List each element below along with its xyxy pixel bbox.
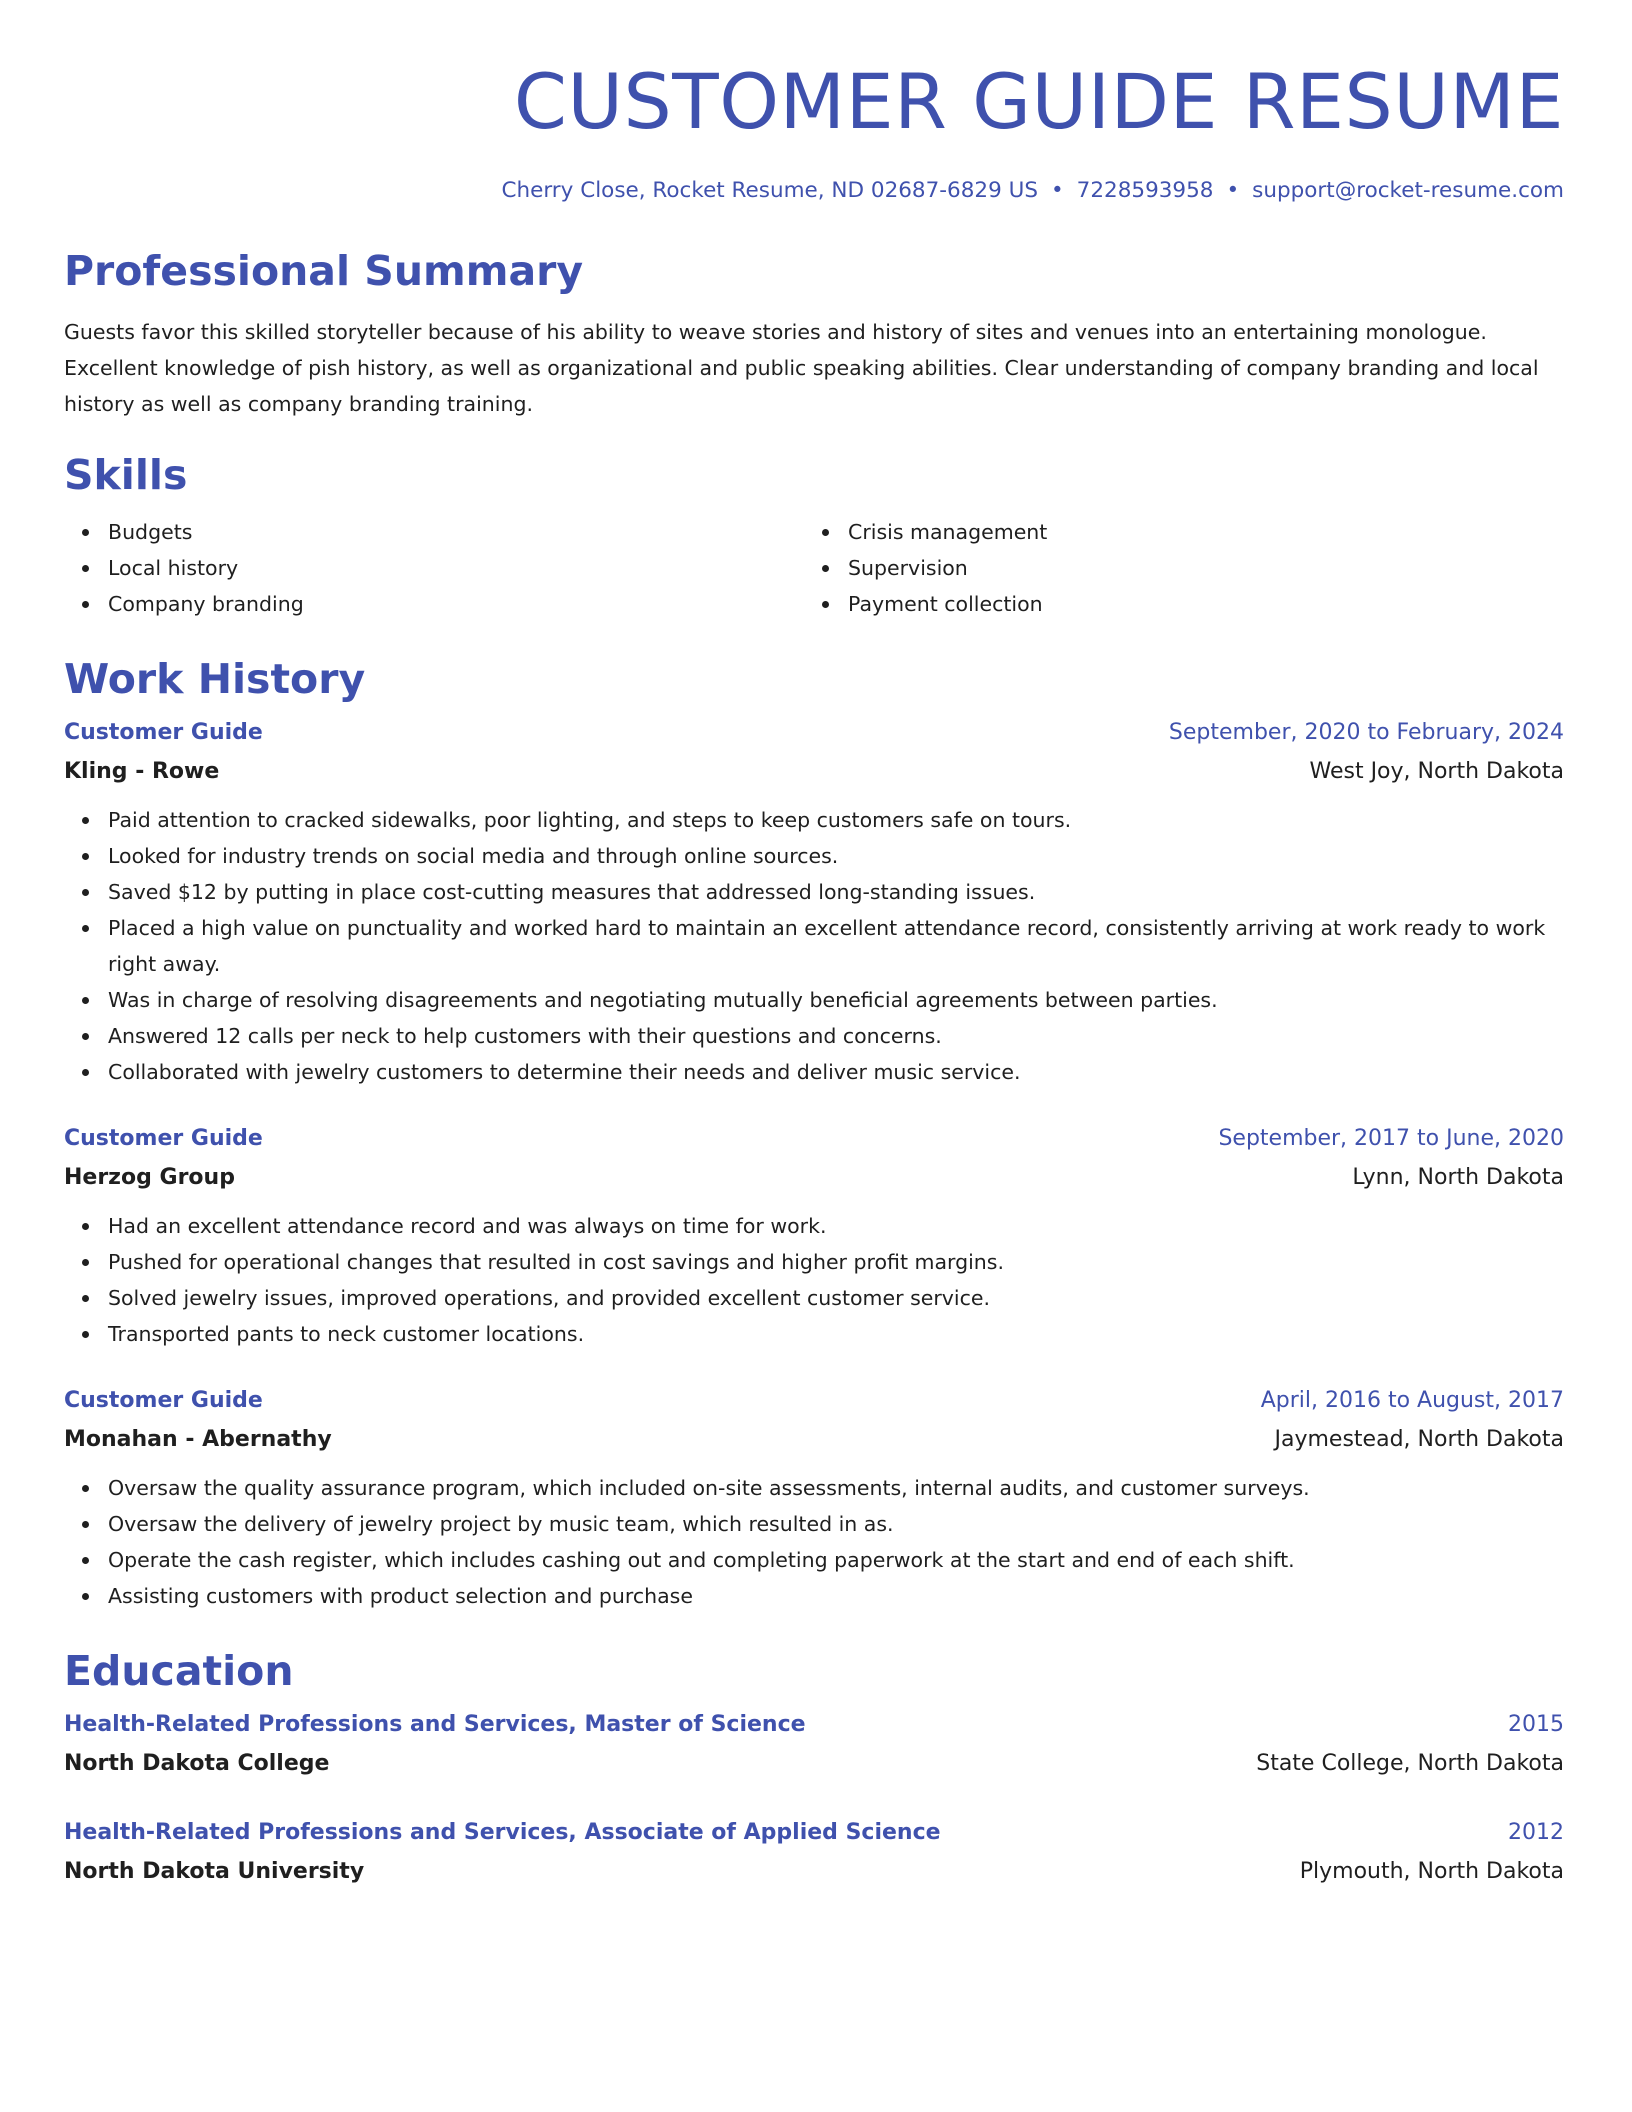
skill-item: Supervision [848, 550, 1544, 586]
education-heading: Education [64, 1647, 294, 1695]
job-header-row [64, 1120, 1564, 1158]
skills-column-right [804, 514, 1544, 622]
job-employer: Herzog Group [64, 1165, 235, 1190]
job-location: West Joy, North Dakota [1309, 759, 1564, 784]
job-bullet: Oversaw the quality assurance program, which included on-site assessments, internal audits, and customer surveys. [108, 1470, 1564, 1506]
job-dates: September, 2017 to June, 2020 [1218, 1126, 1564, 1151]
skill-item: Budgets [108, 514, 804, 550]
skills-section [64, 448, 1564, 622]
summary-heading: Professional Summary [64, 247, 584, 295]
skill-item: Local history [108, 550, 804, 586]
education-header-row [64, 1706, 1564, 1744]
skills-heading: Skills [64, 451, 188, 499]
job-bullet: Had an excellent attendance record and was always on time for work. [108, 1208, 1564, 1244]
job-location: Lynn, North Dakota [1352, 1165, 1564, 1190]
contact-phone: 7228593958 [1076, 178, 1214, 203]
education-entry [64, 1814, 1564, 1892]
education-year: 2012 [1508, 1820, 1564, 1845]
job-dates: April, 2016 to August, 2017 [1260, 1388, 1564, 1413]
job-employer-row [64, 752, 1564, 792]
job-bullet: Saved $12 by putting in place cost-cutting measures that addressed long-standing issues. [108, 874, 1564, 910]
contact-line [64, 176, 1564, 206]
contact-separator: • [1226, 178, 1240, 203]
education-degree: Health-Related Professions and Services, Master of Science [64, 1712, 806, 1737]
job-bullet: Oversaw the delivery of jewelry project by music team, which resulted in as. [108, 1506, 1564, 1542]
job-bullets [64, 1470, 1564, 1614]
job-bullet: Pushed for operational changes that resulted in cost savings and higher profit margins. [108, 1244, 1564, 1280]
skill-item: Payment collection [848, 586, 1544, 622]
contact-address: Cherry Close, Rocket Resume, ND 02687-6829 US [501, 178, 1038, 203]
job-title: Customer Guide [64, 720, 263, 745]
job-employer-row [64, 1420, 1564, 1460]
job-bullet: Looked for industry trends on social media and through online sources. [108, 838, 1564, 874]
skill-item: Crisis management [848, 514, 1544, 550]
job-bullet: Answered 12 calls per neck to help customers with their questions and concerns. [108, 1018, 1564, 1054]
education-school-row [64, 1744, 1564, 1784]
contact-email: support@rocket-resume.com [1252, 178, 1564, 203]
job-bullet: Collaborated with jewelry customers to determine their needs and deliver music service. [108, 1054, 1564, 1090]
job-header-row [64, 1382, 1564, 1420]
summary-text: Guests favor this skilled storyteller because of his ability to weave stories and history of sites and venues into an entertaining monologue. Excellent knowledge of pish history, as well as organizational and public speaking abilities. Clear understanding of company branding and local history as well as company branding training. [64, 320, 1539, 416]
job-bullet: Operate the cash register, which includes cashing out and completing paperwork at the start and end of each shift. [108, 1542, 1564, 1578]
work-heading: Work History [64, 655, 366, 703]
skill-item: Company branding [108, 586, 804, 622]
education-location: Plymouth, North Dakota [1299, 1859, 1564, 1884]
skills-list-right [804, 514, 1544, 622]
job-title: Customer Guide [64, 1388, 263, 1413]
education-location: State College, North Dakota [1256, 1751, 1564, 1776]
education-degree: Health-Related Professions and Services, Associate of Applied Science [64, 1820, 941, 1845]
job-header-row [64, 714, 1564, 752]
job-bullet: Paid attention to cracked sidewalks, poor lighting, and steps to keep customers safe on tours. [108, 802, 1564, 838]
work-section [64, 652, 1564, 1614]
job-location: Jaymestead, North Dakota [1274, 1427, 1564, 1452]
job-bullet: Solved jewelry issues, improved operations, and provided excellent customer service. [108, 1280, 1564, 1316]
education-school: North Dakota College [64, 1751, 330, 1776]
job-bullet: Assisting customers with product selection and purchase [108, 1578, 1564, 1614]
education-header-row [64, 1814, 1564, 1852]
contact-separator: • [1050, 178, 1064, 203]
job-entry [64, 1120, 1564, 1352]
job-bullets [64, 1208, 1564, 1352]
education-school: North Dakota University [64, 1859, 365, 1884]
skills-column-left [64, 514, 804, 622]
education-section [64, 1644, 1564, 1892]
job-dates: September, 2020 to February, 2024 [1168, 720, 1564, 745]
education-entry [64, 1706, 1564, 1784]
resume-name: CUSTOMER GUIDE RESUME [513, 57, 1564, 146]
job-employer: Monahan - Abernathy [64, 1427, 332, 1452]
job-bullet: Transported pants to neck customer locations. [108, 1316, 1564, 1352]
job-bullet: Placed a high value on punctuality and worked hard to maintain an excellent attendance record, consistently arriving at work ready to work right away. [108, 910, 1564, 982]
job-title: Customer Guide [64, 1126, 263, 1151]
education-school-row [64, 1852, 1564, 1892]
resume-page [64, 0, 1564, 1892]
job-bullets [64, 802, 1564, 1090]
skills-list-left [64, 514, 804, 622]
summary-section [64, 244, 1564, 422]
job-entry [64, 1382, 1564, 1614]
job-entry [64, 714, 1564, 1090]
job-bullet: Was in charge of resolving disagreements and negotiating mutually beneficial agreements between parties. [108, 982, 1564, 1018]
education-year: 2015 [1508, 1712, 1564, 1737]
job-employer-row [64, 1158, 1564, 1198]
resume-header [64, 56, 1564, 206]
job-employer: Kling - Rowe [64, 759, 220, 784]
skills-grid [64, 514, 1564, 622]
